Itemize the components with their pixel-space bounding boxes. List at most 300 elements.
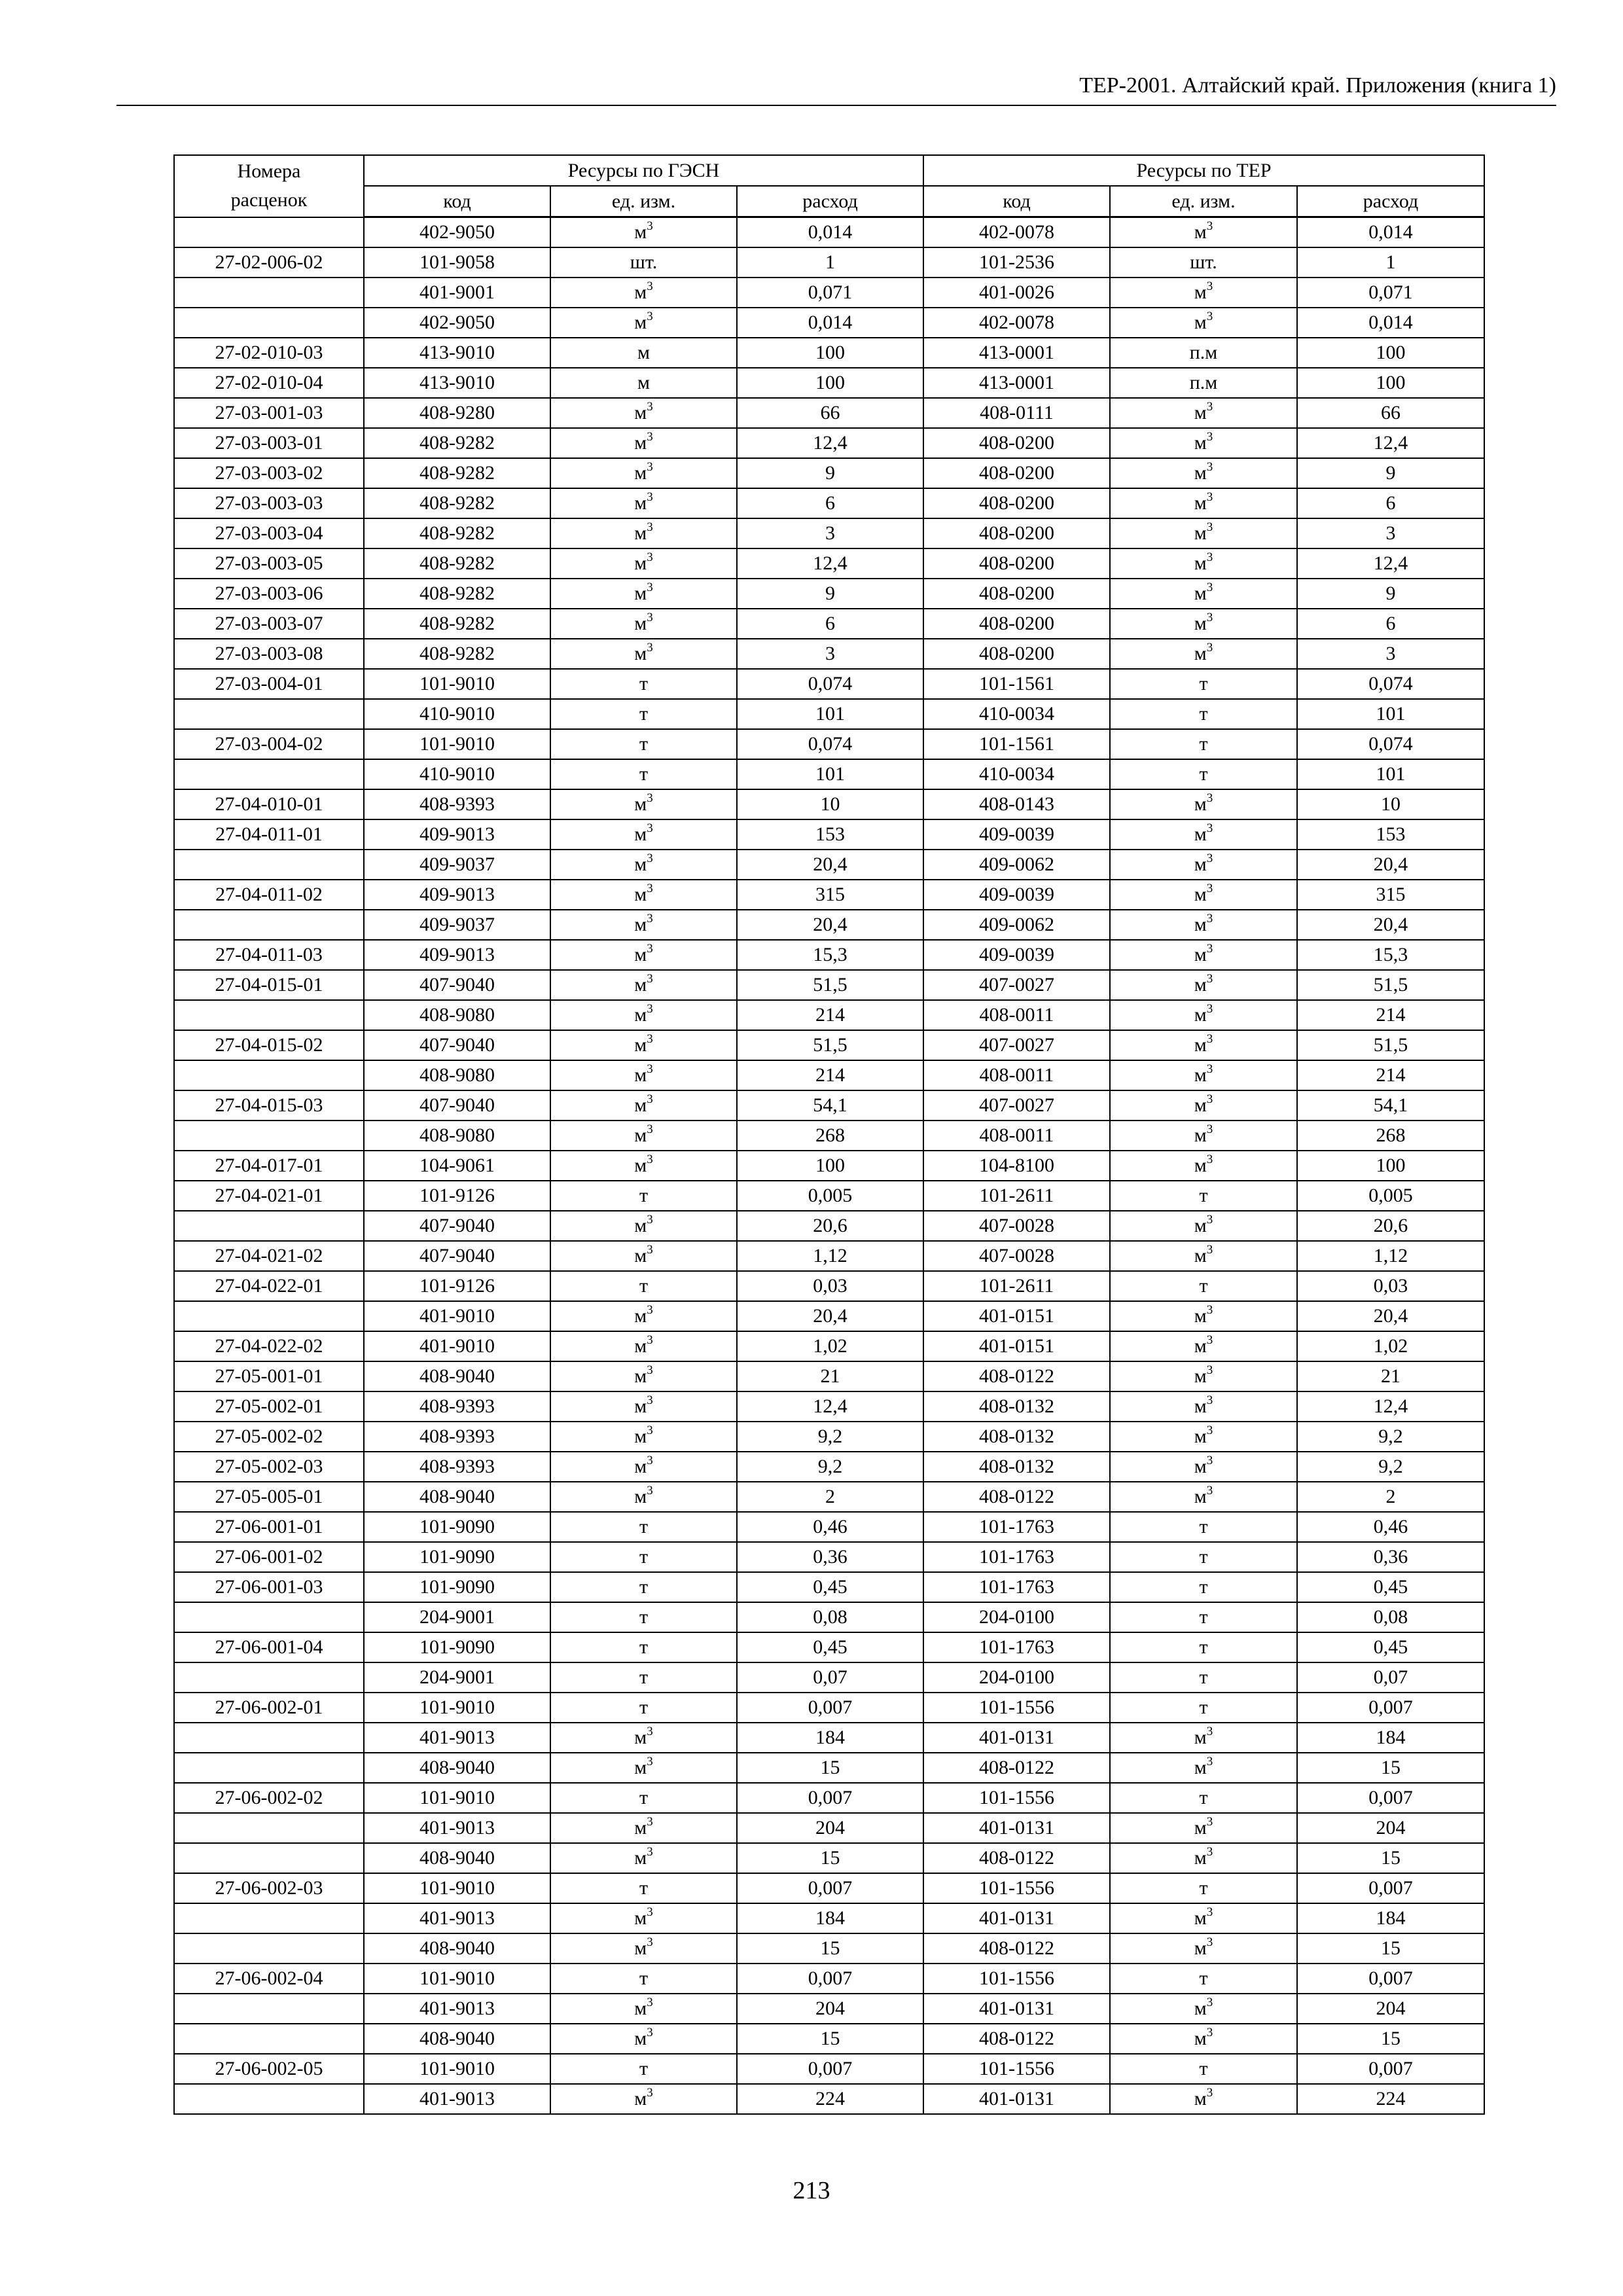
gesn-unit-cell: $м^3$ bbox=[550, 1391, 737, 1422]
ter-unit-cell: т bbox=[1110, 1602, 1297, 1632]
gesn-unit-cell: $м^3$ bbox=[550, 880, 737, 910]
gesn-qty-cell: 51,5 bbox=[737, 1030, 923, 1060]
ter-unit-cell: $м^3$ bbox=[1110, 278, 1297, 308]
ter-unit-cell: $м^3$ bbox=[1110, 1361, 1297, 1391]
gesn-code-cell: 408-9040 bbox=[364, 1482, 550, 1512]
gesn-unit-cell: т bbox=[550, 699, 737, 729]
table-row bbox=[174, 970, 1484, 1000]
ter-unit-cell: п.м bbox=[1110, 338, 1297, 368]
rate-number-cell bbox=[174, 1000, 364, 1030]
ter-qty-cell: 224 bbox=[1297, 2084, 1484, 2114]
gesn-code-cell: 410-9010 bbox=[364, 759, 550, 789]
table-row bbox=[174, 819, 1484, 850]
rate-number-cell: 27-05-002-03 bbox=[174, 1452, 364, 1482]
table-row bbox=[174, 1994, 1484, 2024]
rate-number-cell: 27-04-010-01 bbox=[174, 789, 364, 819]
gesn-unit-cell: $м^3$ bbox=[550, 217, 737, 248]
gesn-code-cell: 409-9013 bbox=[364, 819, 550, 850]
table-row bbox=[174, 1512, 1484, 1542]
ter-unit-cell: п.м bbox=[1110, 368, 1297, 398]
ter-qty-cell: 0,074 bbox=[1297, 729, 1484, 759]
table-row bbox=[174, 398, 1484, 428]
gesn-qty-cell: 9,2 bbox=[737, 1452, 923, 1482]
ter-unit-cell: т bbox=[1110, 759, 1297, 789]
gesn-qty-cell: 100 bbox=[737, 368, 923, 398]
rate-number-cell: 27-06-002-02 bbox=[174, 1783, 364, 1813]
table-row bbox=[174, 1903, 1484, 1933]
rate-number-cell: 27-03-001-03 bbox=[174, 398, 364, 428]
ter-code-cell: 401-0026 bbox=[923, 278, 1110, 308]
ter-qty-cell: 3 bbox=[1297, 639, 1484, 669]
ter-code-cell: 408-0200 bbox=[923, 548, 1110, 579]
ter-code-cell: 408-0200 bbox=[923, 458, 1110, 488]
gesn-unit-cell: $м^3$ bbox=[550, 2024, 737, 2054]
gesn-code-cell: 409-9037 bbox=[364, 850, 550, 880]
ter-qty-cell: 101 bbox=[1297, 759, 1484, 789]
table-row bbox=[174, 1602, 1484, 1632]
ter-qty-cell: 0,07 bbox=[1297, 1662, 1484, 1693]
gesn-unit-cell: $м^3$ bbox=[550, 2084, 737, 2114]
gesn-qty-cell: 12,4 bbox=[737, 428, 923, 458]
ter-qty-cell: 184 bbox=[1297, 1723, 1484, 1753]
gesn-unit-cell: т bbox=[550, 1964, 737, 1994]
gesn-qty-cell: 100 bbox=[737, 338, 923, 368]
ter-qty-cell: 1 bbox=[1297, 247, 1484, 278]
ter-qty-cell: 100 bbox=[1297, 368, 1484, 398]
gesn-unit-cell: $м^3$ bbox=[550, 1422, 737, 1452]
gesn-code-cell: 101-9126 bbox=[364, 1181, 550, 1211]
rate-number-cell bbox=[174, 850, 364, 880]
gesn-qty-cell: 153 bbox=[737, 819, 923, 850]
gesn-code-cell: 401-9013 bbox=[364, 1994, 550, 2024]
ter-qty-cell: 0,071 bbox=[1297, 278, 1484, 308]
ter-code-cell: 408-0122 bbox=[923, 1482, 1110, 1512]
ter-unit-cell: $м^3$ bbox=[1110, 1391, 1297, 1422]
gesn-code-cell: 408-9282 bbox=[364, 639, 550, 669]
rate-number-cell: 27-04-015-01 bbox=[174, 970, 364, 1000]
ter-qty-cell: 0,03 bbox=[1297, 1271, 1484, 1301]
ter-code-cell: 409-0062 bbox=[923, 850, 1110, 880]
gesn-code-cell: 409-9013 bbox=[364, 880, 550, 910]
ter-qty-cell: 0,45 bbox=[1297, 1572, 1484, 1602]
gesn-code-cell: 101-9090 bbox=[364, 1512, 550, 1542]
gesn-code-cell: 407-9040 bbox=[364, 1241, 550, 1271]
ter-qty-cell: 15,3 bbox=[1297, 940, 1484, 970]
table-row bbox=[174, 1542, 1484, 1572]
rate-number-cell: 27-04-022-01 bbox=[174, 1271, 364, 1301]
gesn-code-cell: 408-9282 bbox=[364, 488, 550, 518]
gesn-code-cell: 101-9090 bbox=[364, 1572, 550, 1602]
ter-unit-cell: т bbox=[1110, 1873, 1297, 1903]
gesn-code-cell: 101-9010 bbox=[364, 1693, 550, 1723]
gesn-unit-cell: $м^3$ bbox=[550, 308, 737, 338]
gesn-unit-cell: $м^3$ bbox=[550, 639, 737, 669]
ter-code-cell: 204-0100 bbox=[923, 1662, 1110, 1693]
gesn-qty-cell: 0,014 bbox=[737, 308, 923, 338]
table-row bbox=[174, 428, 1484, 458]
gesn-unit-cell: $м^3$ bbox=[550, 1211, 737, 1241]
rate-number-cell: 27-04-021-02 bbox=[174, 1241, 364, 1271]
gesn-unit-cell: $м^3$ bbox=[550, 488, 737, 518]
gesn-unit-cell: $м^3$ bbox=[550, 609, 737, 639]
gesn-qty-cell: 315 bbox=[737, 880, 923, 910]
ter-code-cell: 408-0132 bbox=[923, 1452, 1110, 1482]
gesn-qty-cell: 0,074 bbox=[737, 729, 923, 759]
ter-qty-cell: 1,02 bbox=[1297, 1331, 1484, 1361]
rate-number-cell bbox=[174, 1994, 364, 2024]
table-row bbox=[174, 1422, 1484, 1452]
gesn-unit-cell: м bbox=[550, 338, 737, 368]
table-row bbox=[174, 880, 1484, 910]
gesn-qty-cell: 0,08 bbox=[737, 1602, 923, 1632]
rate-number-cell: 27-06-002-01 bbox=[174, 1693, 364, 1723]
gesn-qty-cell: 0,005 bbox=[737, 1181, 923, 1211]
gesn-unit-cell: $м^3$ bbox=[550, 1331, 737, 1361]
rate-number-cell bbox=[174, 1211, 364, 1241]
ter-qty-cell: 20,4 bbox=[1297, 910, 1484, 940]
gesn-unit-cell: $м^3$ bbox=[550, 518, 737, 548]
ter-unit-cell: $м^3$ bbox=[1110, 1211, 1297, 1241]
gesn-qty-cell: 184 bbox=[737, 1723, 923, 1753]
ter-unit-cell: т bbox=[1110, 2054, 1297, 2084]
ter-code-cell: 402-0078 bbox=[923, 217, 1110, 248]
ter-qty-cell: 9 bbox=[1297, 579, 1484, 609]
table-row bbox=[174, 1211, 1484, 1241]
table-row bbox=[174, 308, 1484, 338]
rate-number-cell: 27-05-005-01 bbox=[174, 1482, 364, 1512]
ter-code-cell: 101-1556 bbox=[923, 1873, 1110, 1903]
ter-qty-cell: 268 bbox=[1297, 1121, 1484, 1151]
gesn-code-cell: 413-9010 bbox=[364, 338, 550, 368]
rate-number-cell: 27-05-002-02 bbox=[174, 1422, 364, 1452]
gesn-qty-cell: 9,2 bbox=[737, 1422, 923, 1452]
resources-table bbox=[173, 154, 1485, 2115]
ter-qty-cell: 10 bbox=[1297, 789, 1484, 819]
table-row bbox=[174, 518, 1484, 548]
gesn-qty-cell: 21 bbox=[737, 1361, 923, 1391]
rate-number-cell: 27-04-015-03 bbox=[174, 1090, 364, 1121]
ter-code-cell: 413-0001 bbox=[923, 368, 1110, 398]
ter-unit-cell: $м^3$ bbox=[1110, 1903, 1297, 1933]
rate-number-cell bbox=[174, 910, 364, 940]
ter-code-cell: 101-2611 bbox=[923, 1271, 1110, 1301]
table-row bbox=[174, 488, 1484, 518]
ter-unit-cell: $м^3$ bbox=[1110, 1241, 1297, 1271]
gesn-unit-cell: т bbox=[550, 1632, 737, 1662]
ter-code-cell: 101-1763 bbox=[923, 1512, 1110, 1542]
ter-code-cell: 101-1763 bbox=[923, 1572, 1110, 1602]
gesn-qty-cell: 0,07 bbox=[737, 1662, 923, 1693]
ter-unit-cell: $м^3$ bbox=[1110, 1060, 1297, 1090]
rate-number-cell: 27-06-001-01 bbox=[174, 1512, 364, 1542]
table-row bbox=[174, 910, 1484, 940]
ter-qty-cell: 315 bbox=[1297, 880, 1484, 910]
gesn-code-cell: 408-9393 bbox=[364, 1391, 550, 1422]
ter-code-header: код bbox=[923, 186, 1110, 217]
ter-code-cell: 409-0062 bbox=[923, 910, 1110, 940]
gesn-code-cell: 413-9010 bbox=[364, 368, 550, 398]
gesn-unit-cell: $м^3$ bbox=[550, 1933, 737, 1964]
ter-qty-cell: 184 bbox=[1297, 1903, 1484, 1933]
rate-number-cell: 27-03-003-08 bbox=[174, 639, 364, 669]
ter-unit-cell: $м^3$ bbox=[1110, 1843, 1297, 1873]
ter-code-cell: 408-0200 bbox=[923, 609, 1110, 639]
ter-unit-cell: т bbox=[1110, 1783, 1297, 1813]
ter-code-cell: 101-1763 bbox=[923, 1632, 1110, 1662]
table-row bbox=[174, 1964, 1484, 1994]
table-row bbox=[174, 368, 1484, 398]
ter-code-cell: 401-0151 bbox=[923, 1301, 1110, 1331]
table-row bbox=[174, 278, 1484, 308]
table-row bbox=[174, 1572, 1484, 1602]
gesn-code-cell: 204-9001 bbox=[364, 1662, 550, 1693]
ter-code-cell: 101-1556 bbox=[923, 1693, 1110, 1723]
table-row bbox=[174, 1000, 1484, 1030]
ter-unit-cell: $м^3$ bbox=[1110, 1723, 1297, 1753]
rate-number-cell: 27-03-003-05 bbox=[174, 548, 364, 579]
ter-qty-cell: 0,074 bbox=[1297, 669, 1484, 699]
gesn-unit-cell: т bbox=[550, 759, 737, 789]
gesn-unit-cell: т bbox=[550, 1512, 737, 1542]
ter-code-cell: 104-8100 bbox=[923, 1151, 1110, 1181]
gesn-unit-cell: т bbox=[550, 1783, 737, 1813]
ter-code-cell: 402-0078 bbox=[923, 308, 1110, 338]
rate-number-cell: 27-02-010-04 bbox=[174, 368, 364, 398]
gesn-qty-cell: 20,4 bbox=[737, 910, 923, 940]
rate-number-cell: 27-06-001-03 bbox=[174, 1572, 364, 1602]
gesn-qty-cell: 1,02 bbox=[737, 1331, 923, 1361]
ter-qty-cell: 6 bbox=[1297, 488, 1484, 518]
ter-qty-cell: 9,2 bbox=[1297, 1452, 1484, 1482]
ter-unit-cell: т bbox=[1110, 1693, 1297, 1723]
gesn-unit-cell: $м^3$ bbox=[550, 579, 737, 609]
gesn-code-cell: 402-9050 bbox=[364, 308, 550, 338]
ter-qty-cell: 3 bbox=[1297, 518, 1484, 548]
gesn-code-cell: 101-9010 bbox=[364, 1873, 550, 1903]
ter-code-cell: 408-0111 bbox=[923, 398, 1110, 428]
ter-qty-cell: 204 bbox=[1297, 1994, 1484, 2024]
table-row bbox=[174, 759, 1484, 789]
table-row bbox=[174, 1693, 1484, 1723]
ter-unit-cell: $м^3$ bbox=[1110, 970, 1297, 1000]
rate-number-cell bbox=[174, 699, 364, 729]
gesn-unit-cell: $м^3$ bbox=[550, 1482, 737, 1512]
gesn-code-cell: 408-9040 bbox=[364, 1753, 550, 1783]
rate-number-cell: 27-05-002-01 bbox=[174, 1391, 364, 1422]
gesn-unit-cell: т bbox=[550, 1602, 737, 1632]
ter-qty-cell: 153 bbox=[1297, 819, 1484, 850]
table-row bbox=[174, 1632, 1484, 1662]
ter-unit-cell: $м^3$ bbox=[1110, 819, 1297, 850]
gesn-qty-cell: 15 bbox=[737, 1843, 923, 1873]
ter-unit-cell: $м^3$ bbox=[1110, 910, 1297, 940]
ter-qty-cell: 9 bbox=[1297, 458, 1484, 488]
gesn-code-cell: 408-9282 bbox=[364, 428, 550, 458]
ter-unit-cell: $м^3$ bbox=[1110, 850, 1297, 880]
ter-unit-cell: $м^3$ bbox=[1110, 880, 1297, 910]
gesn-code-cell: 101-9058 bbox=[364, 247, 550, 278]
ter-code-cell: 407-0027 bbox=[923, 970, 1110, 1000]
table-row bbox=[174, 639, 1484, 669]
ter-qty-cell: 54,1 bbox=[1297, 1090, 1484, 1121]
table-row bbox=[174, 217, 1484, 248]
ter-unit-cell: $м^3$ bbox=[1110, 398, 1297, 428]
rate-number-cell bbox=[174, 1060, 364, 1090]
ter-code-cell: 101-1556 bbox=[923, 1964, 1110, 1994]
gesn-unit-cell: $м^3$ bbox=[550, 1452, 737, 1482]
ter-qty-cell: 101 bbox=[1297, 699, 1484, 729]
ter-qty-cell: 15 bbox=[1297, 1933, 1484, 1964]
gesn-unit-cell: т bbox=[550, 1693, 737, 1723]
ter-qty-cell: 0,46 bbox=[1297, 1512, 1484, 1542]
table-row bbox=[174, 609, 1484, 639]
gesn-qty-cell: 9 bbox=[737, 579, 923, 609]
ter-code-cell: 409-0039 bbox=[923, 819, 1110, 850]
gesn-unit-cell: $м^3$ bbox=[550, 548, 737, 579]
ter-unit-cell: т bbox=[1110, 1181, 1297, 1211]
gesn-qty-cell: 214 bbox=[737, 1060, 923, 1090]
page-number: 213 bbox=[793, 2177, 830, 2204]
gesn-qty-cell: 0,007 bbox=[737, 1873, 923, 1903]
gesn-unit-cell: $м^3$ bbox=[550, 910, 737, 940]
gesn-qty-cell: 3 bbox=[737, 518, 923, 548]
gesn-code-cell: 410-9010 bbox=[364, 699, 550, 729]
ter-code-cell: 407-0028 bbox=[923, 1211, 1110, 1241]
gesn-qty-cell: 224 bbox=[737, 2084, 923, 2114]
rate-number-cell: 27-04-011-03 bbox=[174, 940, 364, 970]
gesn-qty-cell: 6 bbox=[737, 609, 923, 639]
ter-unit-cell: $м^3$ bbox=[1110, 1422, 1297, 1452]
rate-number-cell: 27-06-002-04 bbox=[174, 1964, 364, 1994]
ter-unit-cell: $м^3$ bbox=[1110, 1000, 1297, 1030]
rate-number-cell bbox=[174, 278, 364, 308]
ter-unit-cell: $м^3$ bbox=[1110, 488, 1297, 518]
table-row bbox=[174, 1361, 1484, 1391]
rate-number-cell bbox=[174, 1662, 364, 1693]
gesn-qty-cell: 101 bbox=[737, 759, 923, 789]
ter-qty-cell: 100 bbox=[1297, 1151, 1484, 1181]
gesn-unit-cell: $м^3$ bbox=[550, 1301, 737, 1331]
table-row bbox=[174, 850, 1484, 880]
rate-number-cell: 27-05-001-01 bbox=[174, 1361, 364, 1391]
ter-unit-cell: $м^3$ bbox=[1110, 1121, 1297, 1151]
ter-qty-cell: 51,5 bbox=[1297, 970, 1484, 1000]
ter-qty-cell: 15 bbox=[1297, 1843, 1484, 1873]
gesn-qty-cell: 101 bbox=[737, 699, 923, 729]
gesn-unit-cell: $м^3$ bbox=[550, 1361, 737, 1391]
ter-code-cell: 410-0034 bbox=[923, 759, 1110, 789]
gesn-unit-cell: т bbox=[550, 669, 737, 699]
ter-unit-cell: $м^3$ bbox=[1110, 1482, 1297, 1512]
gesn-code-cell: 409-9013 bbox=[364, 940, 550, 970]
gesn-code-cell: 407-9040 bbox=[364, 1090, 550, 1121]
rate-number-cell: 27-06-002-03 bbox=[174, 1873, 364, 1903]
ter-qty-cell: 0,007 bbox=[1297, 1693, 1484, 1723]
gesn-code-cell: 408-9280 bbox=[364, 398, 550, 428]
ter-resources-header: Ресурсы по ТЕР bbox=[923, 155, 1484, 186]
gesn-code-header: код bbox=[364, 186, 550, 217]
ter-code-cell: 101-1556 bbox=[923, 2054, 1110, 2084]
rate-number-cell: 27-04-021-01 bbox=[174, 1181, 364, 1211]
ter-unit-cell: $м^3$ bbox=[1110, 940, 1297, 970]
gesn-code-cell: 408-9080 bbox=[364, 1121, 550, 1151]
ter-code-cell: 401-0151 bbox=[923, 1331, 1110, 1361]
table-row bbox=[174, 247, 1484, 278]
ter-code-cell: 401-0131 bbox=[923, 1723, 1110, 1753]
ter-qty-cell: 12,4 bbox=[1297, 1391, 1484, 1422]
gesn-code-cell: 401-9010 bbox=[364, 1331, 550, 1361]
ter-code-cell: 101-2536 bbox=[923, 247, 1110, 278]
ter-unit-cell: $м^3$ bbox=[1110, 789, 1297, 819]
gesn-qty-cell: 184 bbox=[737, 1903, 923, 1933]
table-row bbox=[174, 1753, 1484, 1783]
ter-unit-cell: $м^3$ bbox=[1110, 1933, 1297, 1964]
gesn-qty-cell: 6 bbox=[737, 488, 923, 518]
gesn-qty-cell: 100 bbox=[737, 1151, 923, 1181]
ter-qty-cell: 0,007 bbox=[1297, 2054, 1484, 2084]
table-row bbox=[174, 1271, 1484, 1301]
table-row bbox=[174, 1181, 1484, 1211]
ter-code-cell: 408-0132 bbox=[923, 1391, 1110, 1422]
gesn-code-cell: 101-9126 bbox=[364, 1271, 550, 1301]
ter-unit-cell: т bbox=[1110, 1662, 1297, 1693]
gesn-qty-cell: 66 bbox=[737, 398, 923, 428]
table-row bbox=[174, 2024, 1484, 2054]
table-row bbox=[174, 1090, 1484, 1121]
ter-code-cell: 401-0131 bbox=[923, 2084, 1110, 2114]
gesn-qty-cell: 0,007 bbox=[737, 2054, 923, 2084]
ter-unit-cell: т bbox=[1110, 1542, 1297, 1572]
table-row bbox=[174, 1723, 1484, 1753]
gesn-code-cell: 408-9282 bbox=[364, 579, 550, 609]
gesn-qty-cell: 12,4 bbox=[737, 548, 923, 579]
ter-unit-cell: $м^3$ bbox=[1110, 1994, 1297, 2024]
gesn-qty-cell: 268 bbox=[737, 1121, 923, 1151]
ter-qty-cell: 0,007 bbox=[1297, 1783, 1484, 1813]
gesn-unit-cell: $м^3$ bbox=[550, 458, 737, 488]
table-row bbox=[174, 1813, 1484, 1843]
gesn-code-cell: 101-9090 bbox=[364, 1542, 550, 1572]
ter-unit-cell: $м^3$ bbox=[1110, 639, 1297, 669]
ter-qty-cell: 20,4 bbox=[1297, 1301, 1484, 1331]
ter-qty-cell: 0,014 bbox=[1297, 308, 1484, 338]
ter-code-cell: 101-1561 bbox=[923, 669, 1110, 699]
ter-code-cell: 407-0027 bbox=[923, 1090, 1110, 1121]
rate-number-cell: 27-02-006-02 bbox=[174, 247, 364, 278]
ter-code-cell: 408-0011 bbox=[923, 1060, 1110, 1090]
rate-number-cell bbox=[174, 1903, 364, 1933]
ter-unit-cell: $м^3$ bbox=[1110, 1452, 1297, 1482]
ter-unit-cell: $м^3$ bbox=[1110, 1813, 1297, 1843]
gesn-unit-cell: $м^3$ bbox=[550, 1994, 737, 2024]
ter-unit-cell: $м^3$ bbox=[1110, 548, 1297, 579]
table-row bbox=[174, 338, 1484, 368]
ter-qty-cell: 100 bbox=[1297, 338, 1484, 368]
table-row bbox=[174, 1331, 1484, 1361]
ter-code-cell: 408-0122 bbox=[923, 2024, 1110, 2054]
gesn-qty-cell: 0,014 bbox=[737, 217, 923, 248]
rate-number-cell: 27-03-003-04 bbox=[174, 518, 364, 548]
rate-number-cell bbox=[174, 759, 364, 789]
ter-code-cell: 408-0200 bbox=[923, 518, 1110, 548]
rate-number-header: Номера расценок bbox=[174, 155, 364, 217]
ter-qty-cell: 204 bbox=[1297, 1813, 1484, 1843]
ter-code-cell: 408-0122 bbox=[923, 1843, 1110, 1873]
rate-number-cell: 27-03-003-01 bbox=[174, 428, 364, 458]
ter-unit-cell: $м^3$ bbox=[1110, 2084, 1297, 2114]
gesn-unit-cell: $м^3$ bbox=[550, 1090, 737, 1121]
rate-number-cell bbox=[174, 2024, 364, 2054]
